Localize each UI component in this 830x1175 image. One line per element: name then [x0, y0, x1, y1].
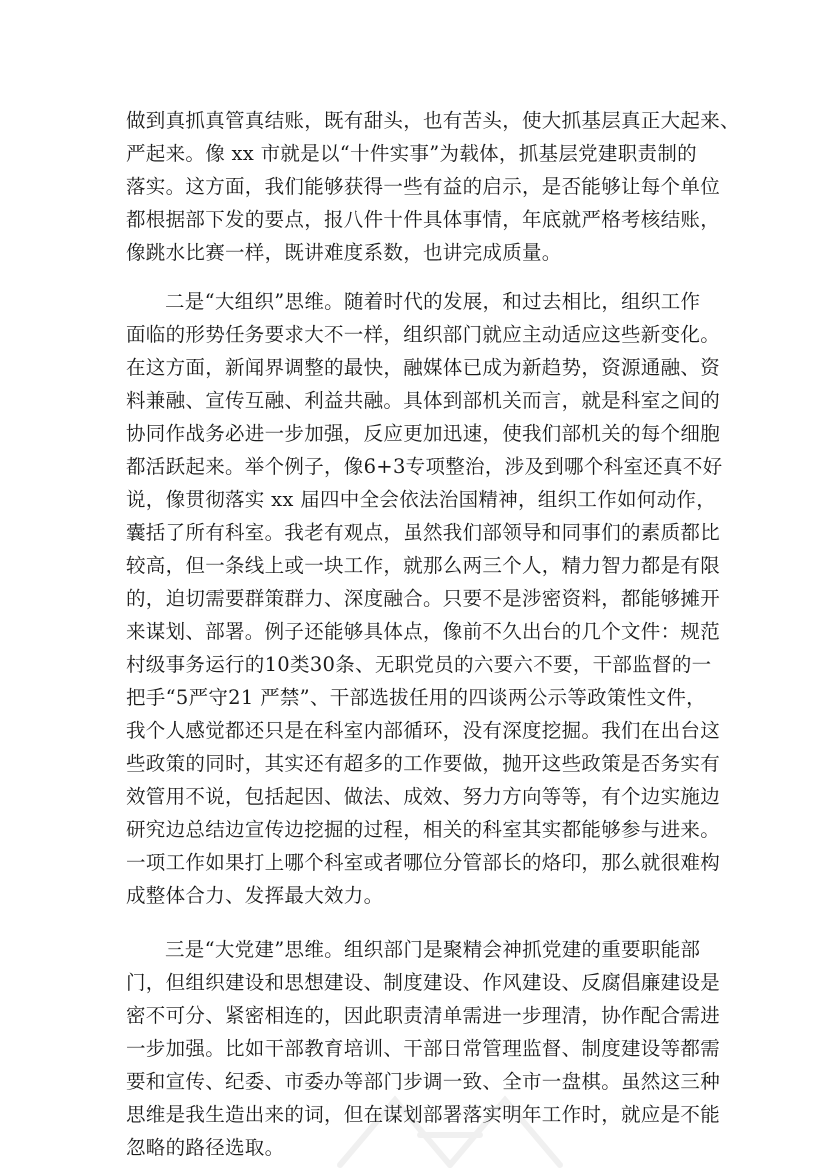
text-line: 都根据部下发的要点，报八件十件具体事情，年底就严格考核结账， [126, 208, 721, 231]
text-line: 料兼融、宣传互融、利益共融。具体到部机关而言，就是科室之间的 [126, 389, 721, 412]
text-line: 要和宣传、纪委、市委办等部门步调一致、全市一盘棋。虽然这三种 [126, 1070, 721, 1093]
text-line: 在这方面，新闻界调整的最快，融媒体已成为新趋势，资源通融、资 [126, 356, 721, 379]
text-line: 思维是我生造出来的词，但在谋划部署落实明年工作时，就应是不能 [126, 1103, 721, 1126]
text-line: 面临的形势任务要求大不一样，组织部门就应主动适应这些新变化。 [126, 323, 721, 346]
text-line: 严起来。像 xx 市就是以“十件实事”为载体，抓基层党建职责制的 [126, 142, 697, 165]
text-line: 门，但组织建设和思想建设、制度建设、作风建设、反腐倡廉建设是 [126, 971, 721, 994]
text-line: 落实。这方面，我们能够获得一些有益的启示，是否能够让每个单位 [126, 175, 721, 198]
text-line: 的，迫切需要群策群力、深度融合。只要不是涉密资料，都能够摊开 [126, 587, 721, 610]
text-line: 研究边总结边宣传边挖掘的过程，相关的科室其实都能够参与进来。 [126, 818, 721, 841]
text-line: 些政策的同时，其实还有超多的工作要做，抛开这些政策是否务实有 [126, 752, 721, 775]
text-line: 一项工作如果打上哪个科室或者哪位分管部长的烙印，那么就很难构 [126, 851, 721, 874]
text-line: 囊括了所有科室。我老有观点，虽然我们部领导和同事们的素质都比 [126, 521, 721, 544]
text-line: 来谋划、部署。例子还能够具体点，像前不久出台的几个文件：规范 [126, 620, 721, 643]
text-line: 效管用不说，包括起因、做法、成效、努力方向等等，有个边实施边 [126, 785, 721, 808]
watermark-mark [300, 1075, 600, 1175]
text-line: 三是“大党建”思维。组织部门是聚精会神抓党建的重要职能部 [165, 938, 701, 961]
text-line: 成整体合力、发挥最大效力。 [126, 884, 384, 907]
text-line: 做到真抓真管真结账，既有甜头，也有苦头，使大抓基层真正大起来、 [126, 109, 740, 132]
text-line: 协同作战务必进一步加强，反应更加迅速，使我们部机关的每个细胞 [126, 422, 721, 445]
text-line: 较高，但一条线上或一块工作，就那么两三个人，精力智力都是有限 [126, 554, 721, 577]
text-line: 忽略的路径选取。 [126, 1136, 285, 1159]
text-line: 密不可分、紧密相连的，因此职责清单需进一步理清，协作配合需进 [126, 1004, 721, 1027]
text-line: 把手“5严守21 严禁”、干部选拔任用的四谈两公示等政策性文件， [126, 686, 706, 709]
text-line: 像跳水比赛一样，既讲难度系数，也讲完成质量。 [126, 241, 562, 264]
text-line: 我个人感觉都还只是在科室内部循环，没有深度挖掘。我们在出台这 [126, 719, 721, 742]
text-line: 说，像贯彻落实 xx 届四中全会依法治国精神，组织工作如何动作， [126, 488, 716, 511]
text-line: 村级事务运行的10类30条、无职党员的六要六不要，干部监督的一 [126, 653, 712, 676]
text-line: 一步加强。比如干部教育培训、干部日常管理监督、制度建设等都需 [126, 1037, 721, 1060]
text-line: 都活跃起来。举个例子，像6+3专项整治，涉及到哪个科室还真不好 [126, 455, 723, 478]
text-line: 二是“大组织”思维。随着时代的发展，和过去相比，组织工作 [165, 290, 701, 313]
